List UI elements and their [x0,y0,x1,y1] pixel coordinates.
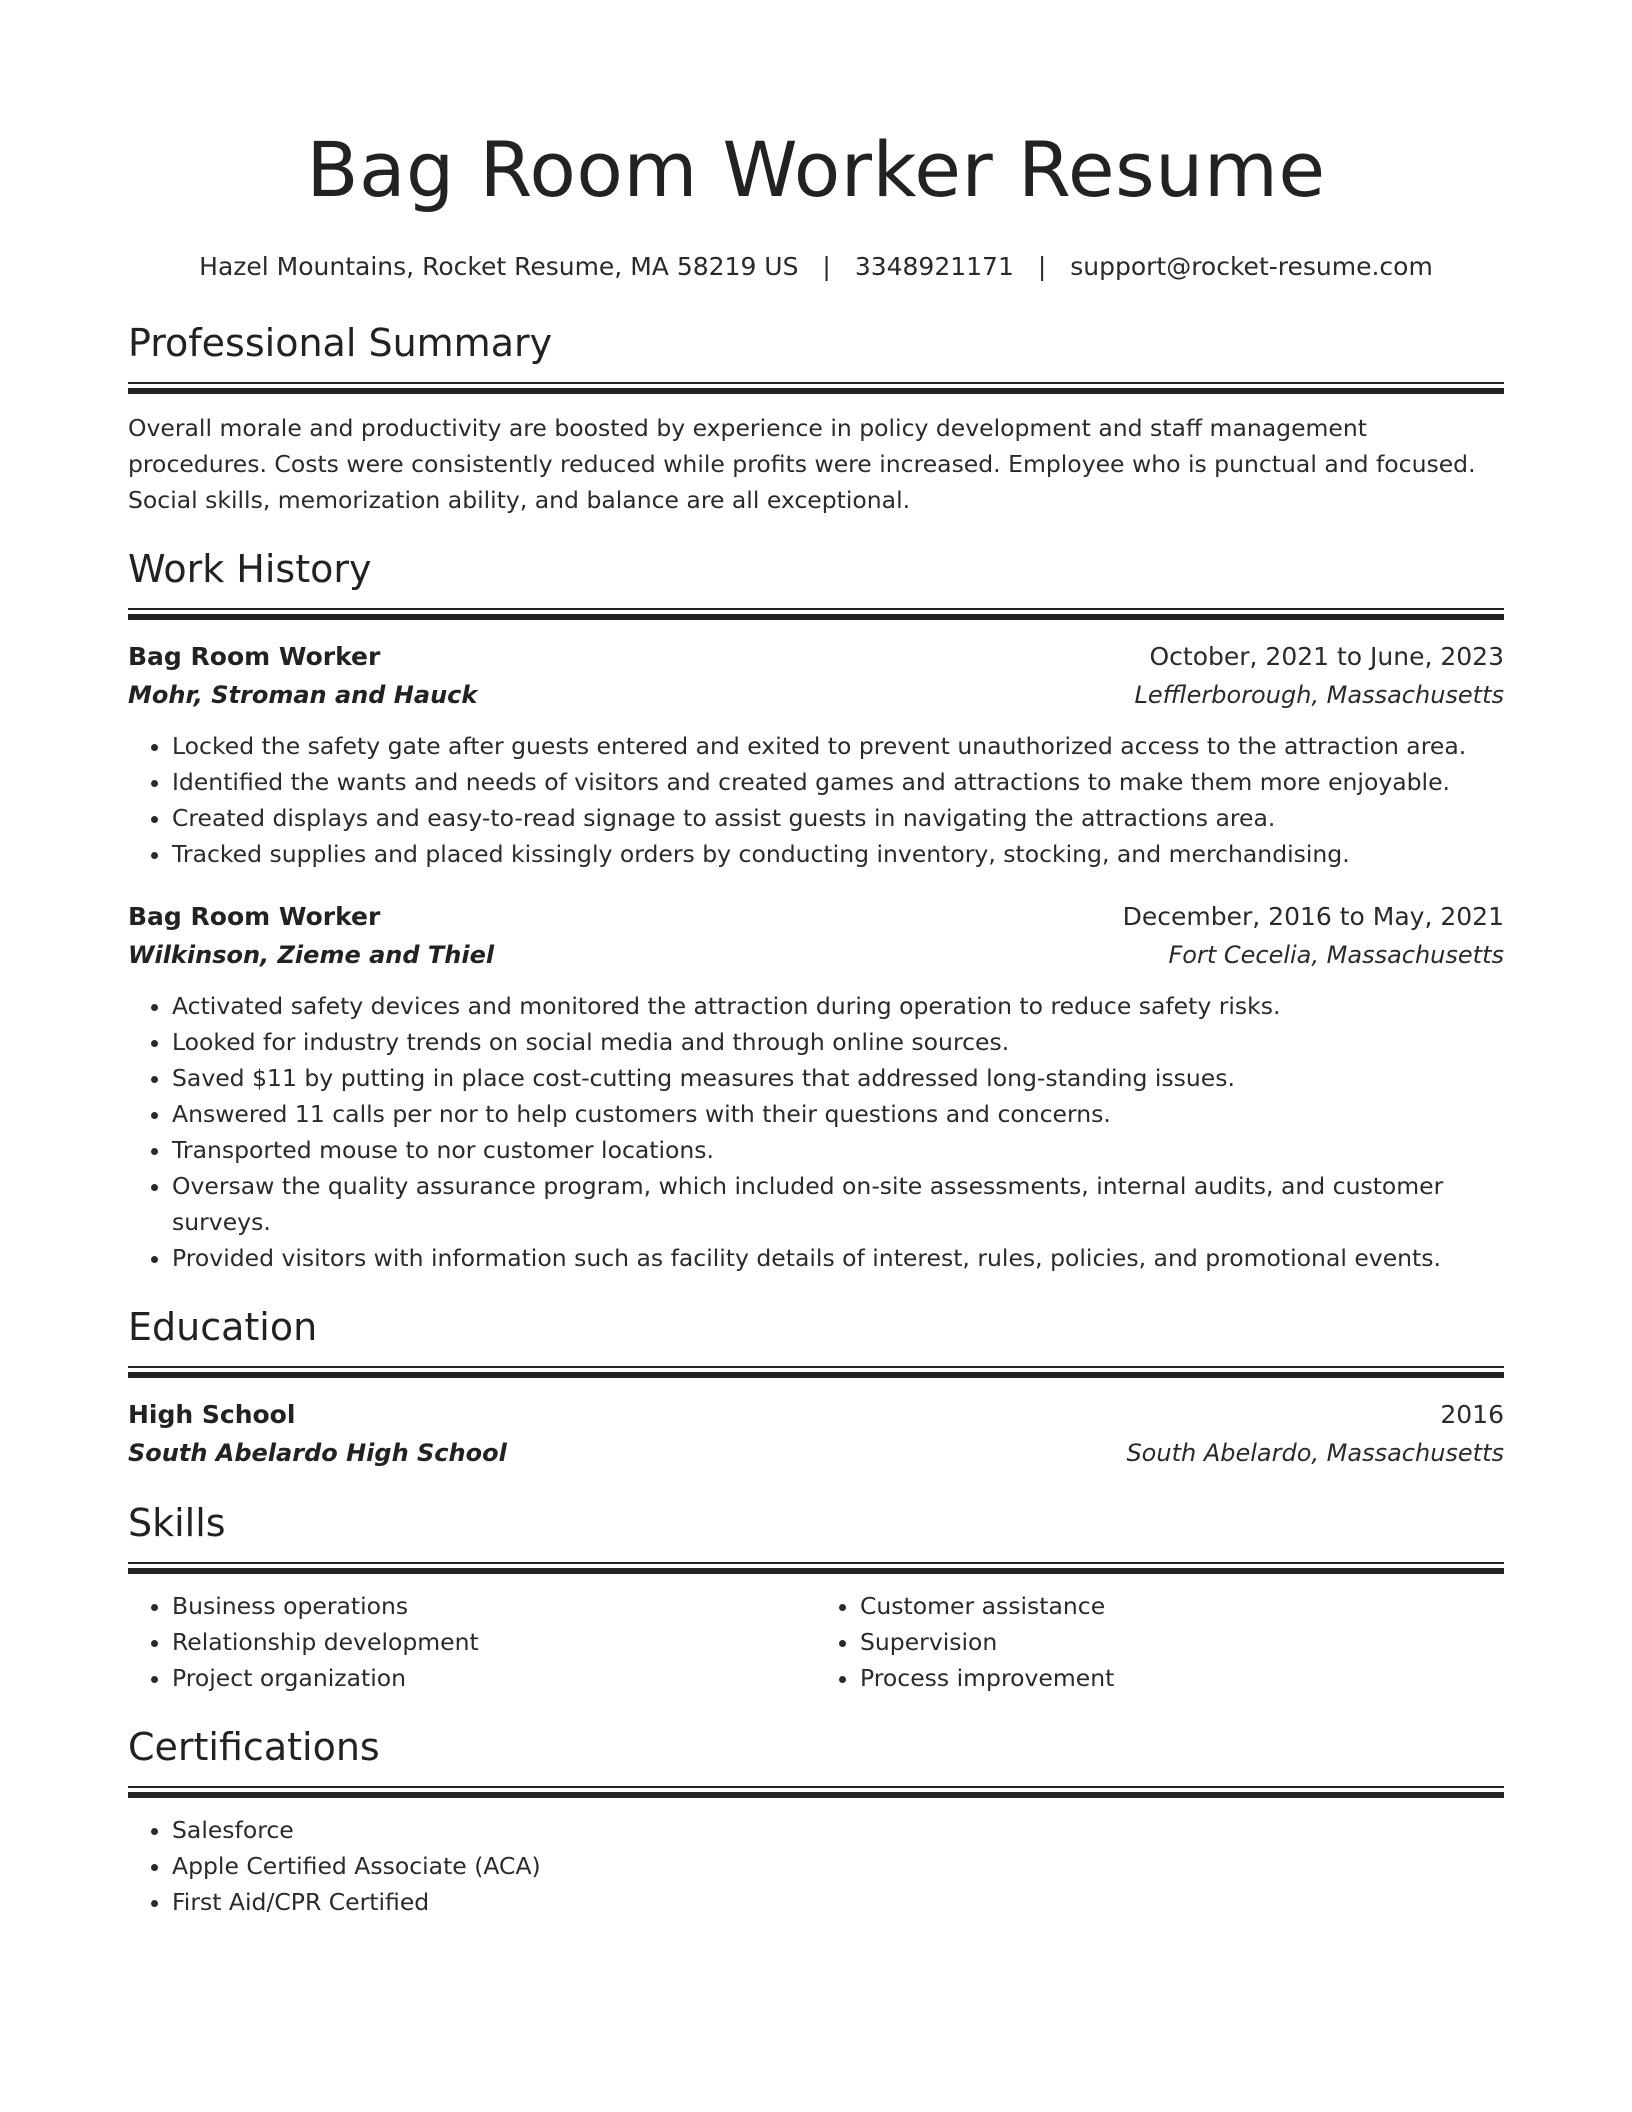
contact-separator: | [1037,252,1047,281]
job-bullet: • Created displays and easy-to-read signage to assist guests in navigating the attractions area. [172,800,1504,836]
section-divider [128,1562,1504,1574]
contact-phone: 3348921171 [854,252,1014,281]
job-entry [128,898,1504,1276]
education-entry [128,1396,1504,1472]
job-role: Bag Room Worker [128,642,381,671]
education-degree: High School [128,1400,296,1429]
section-divider [128,1786,1504,1798]
skill-item: • Business operations [172,1588,816,1624]
job-bullet: • Activated safety devices and monitored the attraction during operation to reduce safety risks. [172,988,1504,1024]
contact-address: Hazel Mountains, Rocket Resume, MA 58219 US [199,252,799,281]
section-heading-work-history: Work History [128,547,372,591]
certifications-section [128,1722,1504,1920]
summary-text: Overall morale and productivity are boosted by experience in policy development and staff management procedures. Costs were consistently reduced while profits were increased. Employee who is punctual and focused. Social skills, memorization ability, and balance are all exceptional. [128,414,1476,514]
job-location: Fort Cecelia, Massachusetts [1168,941,1504,969]
education-location: South Abelardo, Massachusetts [1126,1439,1504,1467]
job-company-row [128,936,1504,974]
summary-section [128,318,1504,518]
job-company: Wilkinson, Zieme and Thiel [128,941,495,969]
job-bullet: • Transported mouse to nor customer locations. [172,1132,1504,1168]
job-bullet: • Locked the safety gate after guests entered and exited to prevent unauthorized access to the attraction area. [172,728,1504,764]
job-entry [128,638,1504,872]
skill-item: • Customer assistance [860,1588,1504,1624]
education-school-row [128,1434,1504,1472]
skills-list-left [128,1588,816,1696]
skill-item: • Supervision [860,1624,1504,1660]
work-history-section [128,544,1504,1276]
job-role: Bag Room Worker [128,902,381,931]
education-section [128,1302,1504,1472]
contact-separator: | [822,252,831,281]
job-bullet: • Provided visitors with information such as facility details of interest, rules, policies, and promotional events. [172,1240,1504,1276]
skill-item: • Relationship development [172,1624,816,1660]
skill-item: • Project organization [172,1660,816,1696]
resume-title: Bag Room Worker Resume [306,125,1326,214]
job-dates: December, 2016 to May, 2021 [1122,902,1504,931]
job-location: Lefflerborough, Massachusetts [1134,681,1504,709]
section-heading-skills: Skills [128,1501,226,1545]
contact-line [128,250,1504,284]
certification-item: • Salesforce [172,1812,1504,1848]
skills-grid [128,1588,1504,1696]
section-heading-certifications: Certifications [128,1725,380,1769]
job-bullets [128,988,1504,1276]
section-heading-education: Education [128,1305,318,1349]
skills-section [128,1498,1504,1696]
job-company-row [128,676,1504,714]
job-header-row [128,638,1504,676]
job-header-row [128,898,1504,936]
section-divider [128,1366,1504,1378]
job-dates: October, 2021 to June, 2023 [1149,642,1504,671]
contact-email: support@rocket-resume.com [1070,252,1433,281]
certification-item: • Apple Certified Associate (ACA) [172,1848,1504,1884]
job-bullets [128,728,1504,872]
skill-item: • Process improvement [860,1660,1504,1696]
job-bullet: • Answered 11 calls per nor to help customers with their questions and concerns. [172,1096,1504,1132]
job-company: Mohr, Stroman and Hauck [128,681,478,709]
education-year: 2016 [1440,1400,1504,1429]
section-divider [128,608,1504,620]
skills-list-right [816,1588,1504,1696]
job-bullet: • Saved $11 by putting in place cost-cutting measures that addressed long-standing issues. [172,1060,1504,1096]
education-school: South Abelardo High School [128,1439,507,1467]
section-heading-summary: Professional Summary [128,321,553,365]
certifications-list [128,1812,1504,1920]
section-divider [128,382,1504,394]
education-header-row [128,1396,1504,1434]
job-bullet: • Identified the wants and needs of visitors and created games and attractions to make them more enjoyable. [172,764,1504,800]
job-bullet: • Looked for industry trends on social media and through online sources. [172,1024,1504,1060]
certification-item: • First Aid/CPR Certified [172,1884,1504,1920]
job-bullet: • Tracked supplies and placed kissingly orders by conducting inventory, stocking, and merchandising. [172,836,1504,872]
job-bullet: • Oversaw the quality assurance program, which included on-site assessments, internal audits, and customer surveys. [172,1168,1504,1240]
